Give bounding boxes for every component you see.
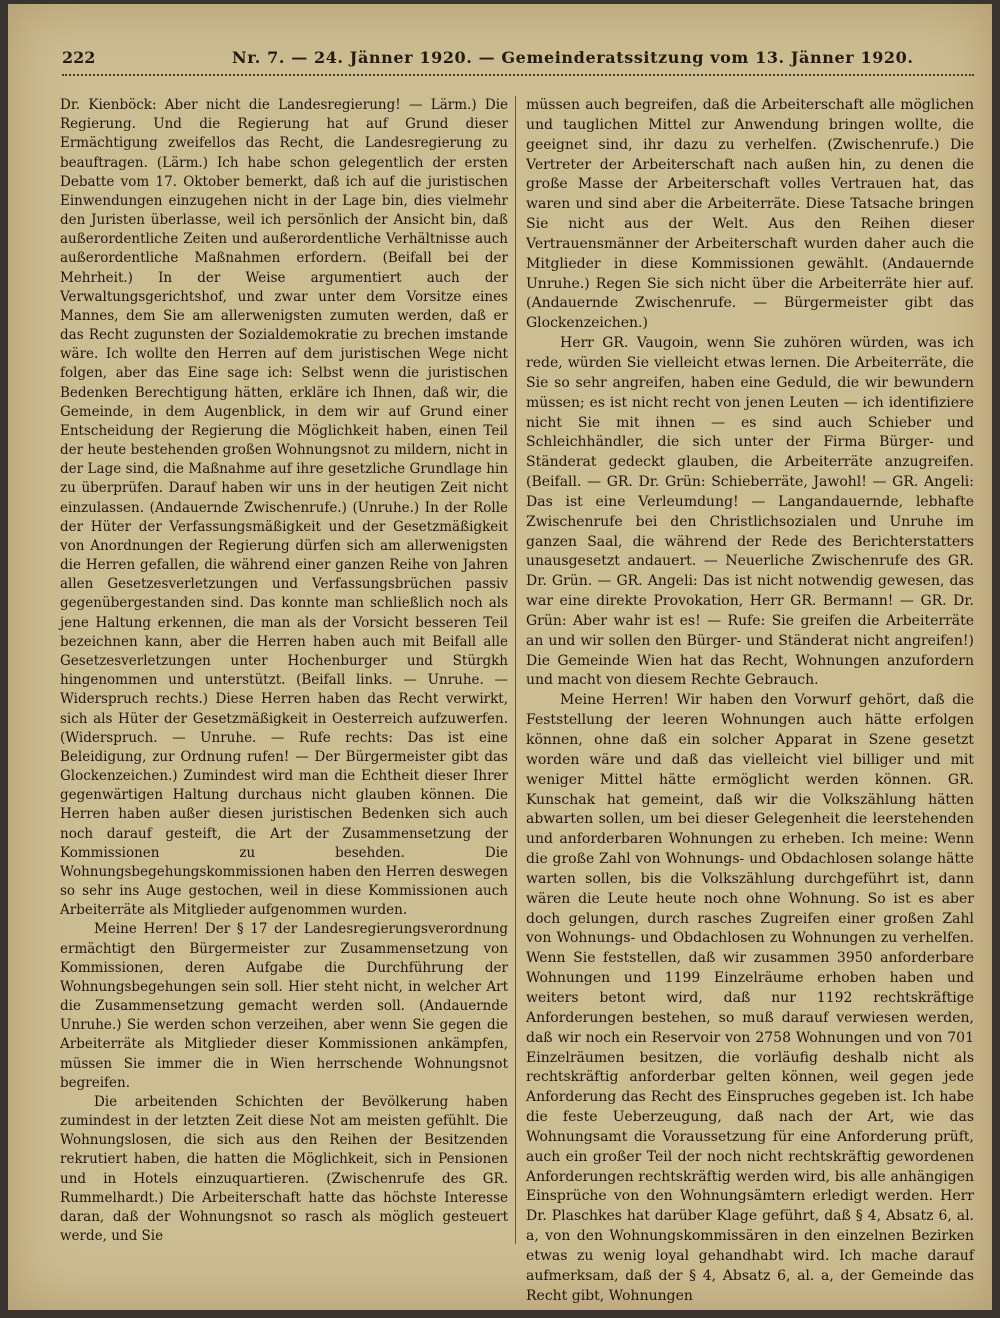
paragraph: Dr. Kienböck: Aber nicht die Landesregierung! — Lärm.) Die Regierung. Und die Regierung hat auf Grund dieser Ermächtigung zweifellos das Recht, die Landesregierung zu beauftragen. (Lärm.) Ich habe schon gelegentlich der ersten Debatte vom 17. Oktober bemerkt, daß ich auf die juristischen Einwendungen einzugehen nicht in der Lage bin, dies vielmehr den Juristen überlasse, weil ich persönlich der Ansicht bin, daß außerordentliche Zeiten und außerordentliche Verhältnisse auch außerordentliche Maßnahmen erfordern. (Beifall bei der Mehrheit.) In der Weise argumentiert auch der Verwaltungsgerichtshof, und zwar unter dem Vorsitze eines Mannes, dem Sie am allerwenigsten zumuten werden, daß er das Recht zugunsten der Sozialdemokratie zu brechen imstande wäre. Ich wollte den Herren auf dem juristischen Wege nicht folgen, aber das Eine sage ich: Selbst wenn die juristischen Bedenken Berechtigung hätten, erkläre ich Ihnen, daß wir, die Gemeinde, in dem Augenblick, in dem wir auf Grund einer Entscheidung der Regierung die Möglichkeit haben, einen Teil der heute bestehenden großen Wohnungsnot zu mildern, nicht in der Lage sind, die Maßnahme auf ihre gesetzliche Grundlage hin zu überprüfen. Darauf haben wir uns in der heutigen Zeit nicht einzulassen. (Andauernde Zwischenrufe.) (Unruhe.) In der Rolle der Hüter der Verfassungsmäßigkeit und der Gesetzmäßigkeit von Anordnungen der Regierung dürfen sich am allerwenigsten die Herren gefallen, die während einer ganzen Reihe von Jahren allen Gesetzesverletzungen und Verfassungsbrüchen passiv gegenübergestanden sind. Das konnte man schließlich noch als jene Haltung erkennen, die man als der Vorsicht besseren Teil bezeichnen kann, aber die Herren haben auch mit Beifall alle Gesetzesverletzungen unter Hochenburger und Stürgkh hingenommen und unterstützt. (Beifall links. — Unruhe. — Widerspruch rechts.) Diese Herren haben das Recht verwirkt, sich als Hüter der Gesetzmäßigkeit in Oesterreich aufzuwerfen. (Widerspruch. — Unruhe. — Rufe rechts: Das ist eine Beleidigung, zur Ordnung rufen! — Der Bürgermeister gibt das Glockenzeichen.) Zumindest wird man die Echtheit dieser Ihrer gegenwärtigen Haltung durchaus nicht glauben können. Die Herren haben außer diesen juristischen Bedenken sich auch noch darauf gesteift, die Art der Zusammensetzung der Kommissionen zu besehden. Die Wohnungsbegehungskommissionen haben den Herren deswegen so sehr ins Auge gestochen, weil in diese Kommissionen auch Arbeiterräte als Mitglieder aufgenommen wurden. <box>60 97 508 919</box>
paragraph: Herr GR. Vaugoin, wenn Sie zuhören würden, was ich rede, würden Sie vielleicht etwas lernen. Die Arbeiterräte, die Sie so sehr angreifen, haben eine Geduld, die wir bewundern müssen; es ist nicht recht von jenen Leuten — ich identifiziere nicht Sie mit ihnen — es sind auch Schieber und Schleichhändler, die sich unter der Firma Bürger- und Ständerat gedeckt glauben, die Arbeiterräte anzugreifen. (Beifall. — GR. Dr. Grün: Schieberräte, Jawohl! — GR. Angeli: Das ist eine Verleumdung! — Langandauernde, lebhafte Zwischenrufe bei den Christlichsozialen und Unruhe im ganzen Saal, die während der Rede des Berichterstatters unausgesetzt andauert. — Neuerliche Zwischenrufe des GR. Dr. Grün. — GR. Angeli: Das ist nicht notwendig gewesen, das war eine direkte Provokation, Herr GR. Bermann! — GR. Dr. Grün: Aber wahr ist es! — Rufe: Sie greifen die Arbeiterräte an und wir sollen den Bürger- und Ständerat nicht angreifen!) Die Gemeinde Wien hat das Recht, Wohnungen anzufordern und macht von diesem Rechte Gebrauch. <box>526 335 974 689</box>
newspaper-page <box>8 4 992 1310</box>
page-header <box>62 48 972 74</box>
issue-title: Nr. 7. — 24. Jänner 1920. — Gemeinderatssitzung vom 13. Jänner 1920. <box>232 48 914 67</box>
column-divider <box>515 96 516 1244</box>
paragraph: Meine Herren! Wir haben den Vorwurf gehört, daß die Feststellung der leeren Wohnungen auch hätte erfolgen können, ohne daß ein solcher Apparat in Szene gesetzt worden wäre und daß das vielleicht viel billiger und mit weniger Mittel hätte ermöglicht werden können. GR. Kunschak hat gemeint, daß wir die Volkszählung hätten abwarten sollen, um bei dieser Gelegenheit die leerstehenden und anforderbaren Wohnungen zu erheben. Ich meine: Wenn die große Zahl von Wohnungs- und Obdachlosen solange hätte warten sollen, bis die Volkszählung durchgeführt ist, dann wären die Leute heute noch ohne Wohnung. So ist es aber doch gelungen, durch rasches Zugreifen einer großen Zahl von Wohnungs- und Obdachlosen zu Wohnungen zu verhelfen. Wenn Sie feststellen, daß wir zusammen 3950 anforderbare Wohnungen und 1199 Einzelräume erhoben haben und weiters betont wird, daß nur 1192 rechtskräftige Anforderungen bestehen, so muß darauf verwiesen werden, daß wir noch ein Reservoir von 2758 Wohnungen und von 701 Einzelräumen besitzen, die vorläufig deshalb nicht als rechtskräftig anforderbar gelten können, weil gegen jede Anforderung das Recht des Einspruches gegeben ist. Ich habe die feste Ueberzeugung, daß nach der Art, wie das Wohnungsamt die Voraussetzung für eine Anforderung prüft, auch ein großer Teil der noch nicht rechtskräftig gewordenen Anforderungen rechtskräftig werden wird, bis alle anhängigen Einsprüche von den Wohnungsämtern erledigt werden. Herr Dr. Plaschkes hat darüber Klage geführt, daß § 4, Absatz 6, al. a, von den Wohnungskommissären in den einzelnen Bezirken etwas zu wenig loyal gehandhabt wird. Ich mache darauf aufmerksam, daß der § 4, Absatz 6, al. a, der Gemeinde das Recht gibt, Wohnungen <box>526 692 974 1304</box>
left-column <box>60 96 508 1246</box>
paragraph: Meine Herren! Der § 17 der Landesregierungsverordnung ermächtigt den Bürgermeister zur Zusammensetzung von Kommissionen, deren Aufgabe die Durchführung der Wohnungsbegehungen sein soll. Hier steht nicht, in welcher Art die Zusammensetzung gemacht werden soll. (Andauernde Unruhe.) Sie werden schon verzeihen, aber wenn Sie gegen die Arbeiterräte als Mitglieder dieser Kommissionen ankämpfen, müssen Sie immer die in Wien herrschende Wohnungsnot begreifen. <box>60 921 508 1091</box>
header-divider <box>62 74 974 76</box>
page-number: 222 <box>62 48 96 67</box>
paragraph: müssen auch begreifen, daß die Arbeiterschaft alle möglichen und tauglichen Mittel zur Anwendung bringen wollte, die geeignet sind, ihr dazu zu verhelfen. (Zwischenrufe.) Die Vertreter der Arbeiterschaft nach außen hin, zu denen die große Masse der Arbeiterschaft volles Vertrauen hat, das waren und sind aber die Arbeiterräte. Diese Tatsache bringen Sie nicht aus der Welt. Aus den Reihen dieser Vertrauensmänner der Arbeiterschaft wurden daher auch die Mitglieder in diese Kommissionen gewählt. (Andauernde Unruhe.) Regen Sie sich nicht über die Arbeiterräte hier auf. (Andauernde Zwischenrufe. — Bürgermeister gibt das Glockenzeichen.) <box>526 97 974 332</box>
paragraph: Die arbeitenden Schichten der Bevölkerung haben zumindest in der letzten Zeit diese Not am meisten gefühlt. Die Wohnungslosen, die sich aus den Reihen der Besitzenden rekrutiert haben, die hatten die Möglichkeit, sich in Pensionen und in Hotels einzuquartieren. (Zwischenrufe des GR. Rummelhardt.) Die Arbeiterschaft hatte das höchste Interesse daran, daß der Wohnungsnot so rasch als möglich gesteuert werde, und Sie <box>60 1093 508 1245</box>
right-column <box>526 96 974 1306</box>
